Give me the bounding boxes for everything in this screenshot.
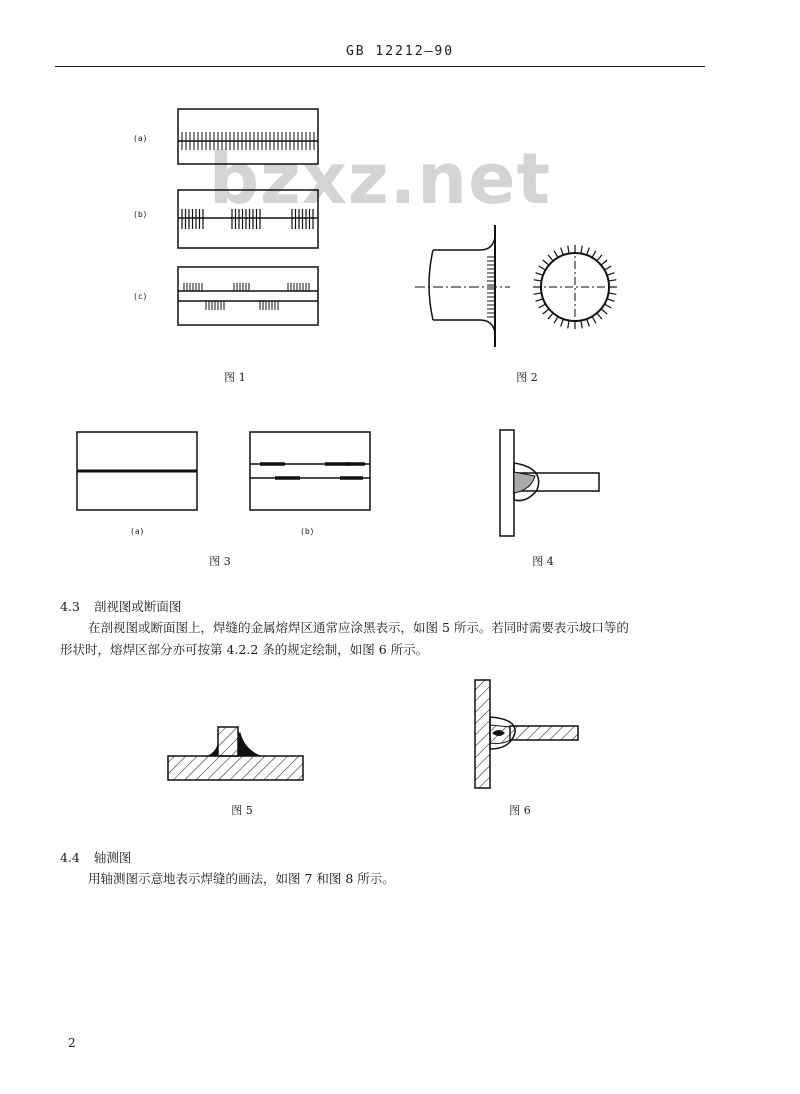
weld-tick <box>536 299 544 302</box>
weld-tick <box>604 266 611 270</box>
section-4-3-heading <box>60 597 181 615</box>
weld-tick <box>597 313 602 319</box>
weld-tick <box>554 251 558 258</box>
page-number: 2 <box>68 1036 76 1050</box>
fig3-label-a: (a) <box>130 527 145 536</box>
figure-2-drawing <box>415 225 635 350</box>
weld-tick <box>561 248 564 256</box>
weld-tick <box>554 316 558 323</box>
weld-tick <box>534 293 542 294</box>
section-4-4-title: 轴测图 <box>93 850 132 865</box>
weld-tick <box>601 260 607 265</box>
weld-tick <box>607 273 615 276</box>
weld-tick <box>592 316 596 323</box>
header-rule <box>55 66 705 67</box>
figure-5-caption: 图 5 <box>231 804 253 817</box>
weld-tick <box>601 309 607 314</box>
header-title: GB 12212—90 <box>345 44 455 59</box>
section-4-4-line-1: 用轴测图示意地表示焊缝的画法，如图 7 和图 8 所示。 <box>88 871 395 886</box>
weld-tick <box>568 320 569 328</box>
section-4-3-title: 剖视图或断面图 <box>93 599 182 614</box>
fig1-label-c: (c) <box>133 292 148 301</box>
figure-6-caption: 图 6 <box>509 804 531 817</box>
section-4-4-heading <box>60 848 131 866</box>
figure-4-caption: 图 4 <box>532 555 554 568</box>
section-4-3-line-2: 形状时，熔焊区部分亦可按第 4.2.2 条的规定绘制，如图 6 所示。 <box>60 642 429 657</box>
weld-tick <box>608 280 616 281</box>
weld-tick <box>587 319 590 327</box>
weld-tick <box>534 280 542 281</box>
section-4-3-number: 4.3 <box>60 599 80 614</box>
figure-6-drawing <box>465 677 585 792</box>
figure-3-caption: 图 3 <box>209 555 231 568</box>
figure-5-drawing <box>160 725 310 785</box>
fig3-label-b: (b) <box>300 527 315 536</box>
weld-tick <box>608 293 616 294</box>
weld-tick <box>543 260 549 265</box>
weld-tick <box>548 255 553 261</box>
weld-tick <box>597 255 602 261</box>
weld-tick <box>539 304 546 308</box>
section-4-4-number: 4.4 <box>60 850 80 865</box>
weld-tick <box>536 273 544 276</box>
figure-1-caption: 图 1 <box>224 371 246 384</box>
weld-tick <box>581 246 582 254</box>
fig1-label-b: (b) <box>133 210 148 219</box>
figure-2-caption: 图 2 <box>516 371 538 384</box>
weld-tick <box>543 309 549 314</box>
weld-tick <box>548 313 553 319</box>
weld-tick <box>607 299 615 302</box>
weld-tick <box>604 304 611 308</box>
watermark: bzxz.net <box>208 138 552 220</box>
weld-tick <box>581 320 582 328</box>
weld-tick <box>587 248 590 256</box>
figure-3-drawing <box>75 430 395 515</box>
section-4-3-line-1: 在剖视图或断面图上，焊缝的金属熔焊区通常应涂黑表示，如图 5 所示。若同时需要表示坡口等的 <box>88 620 629 635</box>
weld-tick <box>539 266 546 270</box>
fig1-label-a: (a) <box>133 134 148 143</box>
figure-4-drawing <box>495 428 605 540</box>
weld-tick <box>568 246 569 254</box>
weld-tick <box>592 251 596 258</box>
figure-1-drawing <box>170 105 330 335</box>
weld-tick <box>561 319 564 327</box>
